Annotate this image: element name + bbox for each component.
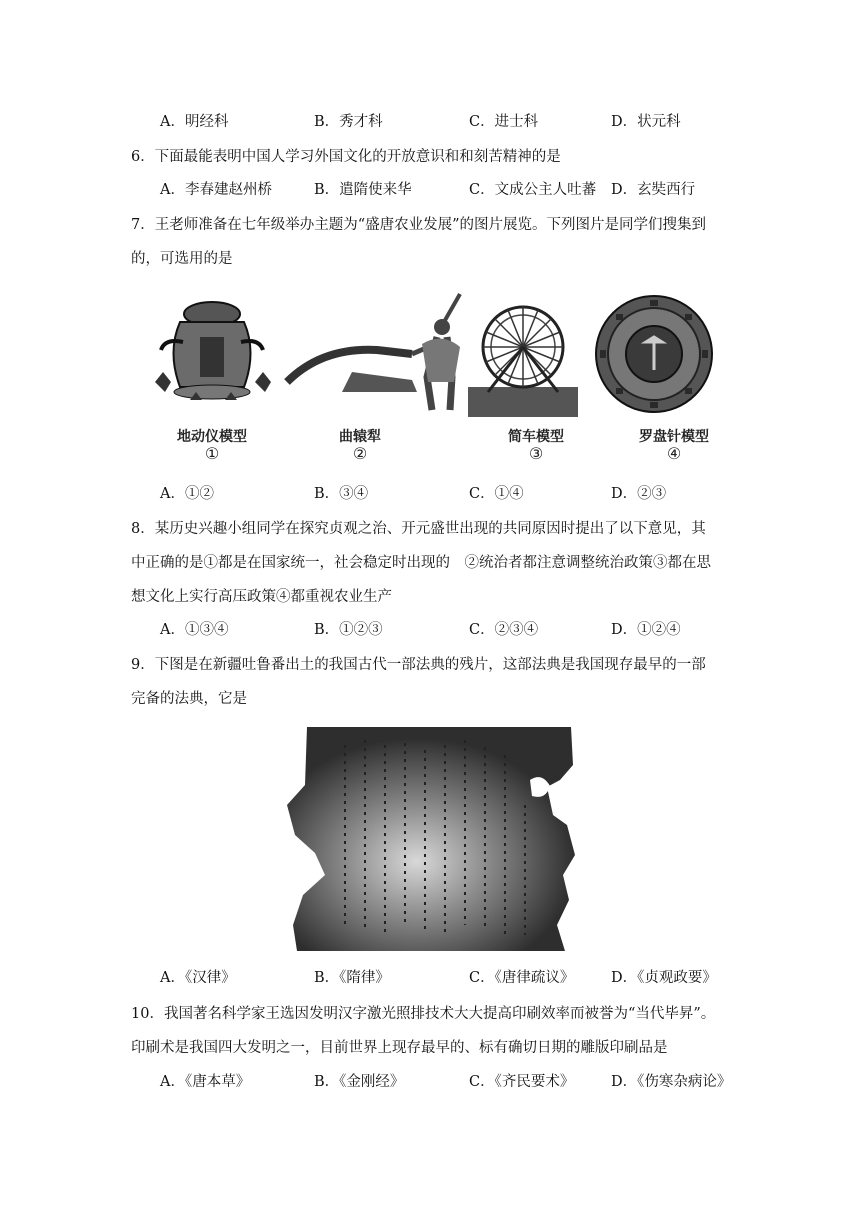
q9-option-b[interactable]: B．《隋律》 [314, 970, 390, 986]
q10-option-d[interactable]: D．《伤寒杂病论》 [611, 1074, 732, 1090]
q7-stem-line2: 的，可选用的是 [131, 251, 233, 267]
q9-option-a[interactable]: A．《汉律》 [160, 970, 236, 986]
q7-stem-line1: 7．王老师准备在七年级举办主题为“盛唐农业发展”的图片展览。下列图片是同学们搜集到 [131, 217, 707, 233]
q9-stem-line1: 9．下图是在新疆吐鲁番出土的我国古代一部法典的残片，这部法典是我国现存最早的一部 [131, 657, 706, 673]
image-number-4: ④ [666, 444, 682, 463]
q8-option-b[interactable]: B．①②③ [314, 622, 383, 638]
q9-option-d[interactable]: D．《贞观政要》 [611, 970, 717, 986]
q8-stem-line2: 中正确的是①都是在国家统一，社会稳定时出现的 ②统治者都注意调整统治政策③都在思 [131, 555, 711, 571]
q7-option-c[interactable]: C．①④ [469, 486, 524, 502]
image-label-4: 罗盘针模型 [639, 429, 709, 445]
q10-option-b[interactable]: B．《金刚经》 [314, 1074, 405, 1090]
q5-option-c[interactable]: C．进士科 [469, 114, 539, 130]
q9-stem-line2: 完备的法典，它是 [131, 691, 247, 707]
q8-option-c[interactable]: C．②③④ [469, 622, 539, 638]
image-number-2: ② [352, 444, 368, 463]
image-number-3: ③ [528, 444, 544, 463]
q6-option-a[interactable]: A．李春建赵州桥 [160, 182, 272, 198]
q7-options [0, 482, 860, 506]
q5-options [0, 110, 860, 134]
image-label-3: 简车模型 [508, 429, 564, 445]
compass-icon [592, 292, 717, 417]
q8-option-d[interactable]: D．①②④ [611, 622, 681, 638]
q8-stem-line1: 8．某历史兴趣小组同学在探究贞观之治、开元盛世出现的共同原因时提出了以下意见，其 [131, 521, 706, 537]
q5-option-d[interactable]: D．状元科 [611, 114, 681, 130]
q6-options [0, 178, 860, 202]
image-label-1: 地动仪模型 [177, 429, 247, 445]
q10-stem-line2: 印刷术是我国四大发明之一，目前世界上现存最早的、标有确切日期的雕版印刷品是 [131, 1040, 668, 1056]
q6-stem: 6．下面最能表明中国人学习外国文化的开放意识和和刻苦精神的是 [131, 149, 561, 165]
q6-option-d[interactable]: D．玄奘西行 [611, 182, 696, 198]
q8-options [0, 618, 860, 642]
q9-option-c[interactable]: C．《唐律疏议》 [469, 970, 575, 986]
q8-stem-line3: 想文化上实行高压政策④都重视农业生产 [131, 589, 392, 605]
q10-option-c[interactable]: C．《齐民要术》 [469, 1074, 575, 1090]
q5-option-b[interactable]: B．秀才科 [314, 114, 383, 130]
image-label-2: 曲辕犁 [339, 429, 381, 445]
seismograph-icon [145, 292, 280, 417]
q7-option-d[interactable]: D．②③ [611, 486, 667, 502]
manuscript-fragment-icon [285, 725, 577, 951]
q5-option-a[interactable]: A．明经科 [160, 114, 229, 130]
q10-option-a[interactable]: A．《唐本草》 [160, 1074, 251, 1090]
waterwheel-icon [468, 292, 578, 417]
q9-options [0, 966, 860, 990]
plow-icon [282, 292, 467, 417]
q7-option-a[interactable]: A．①② [160, 486, 214, 502]
q7-option-b[interactable]: B．③④ [314, 486, 369, 502]
q6-option-c[interactable]: C．文成公主人吐蕃 [469, 182, 597, 198]
q10-options [0, 1070, 860, 1094]
q10-stem-line1: 10．我国著名科学家王选因发明汉字激光照排技术大大提高印刷效率而被誉为“当代毕昇”。 [131, 1006, 716, 1022]
image-number-1: ① [204, 444, 220, 463]
q6-option-b[interactable]: B．遣隋使来华 [314, 182, 412, 198]
q8-option-a[interactable]: A．①③④ [160, 622, 229, 638]
